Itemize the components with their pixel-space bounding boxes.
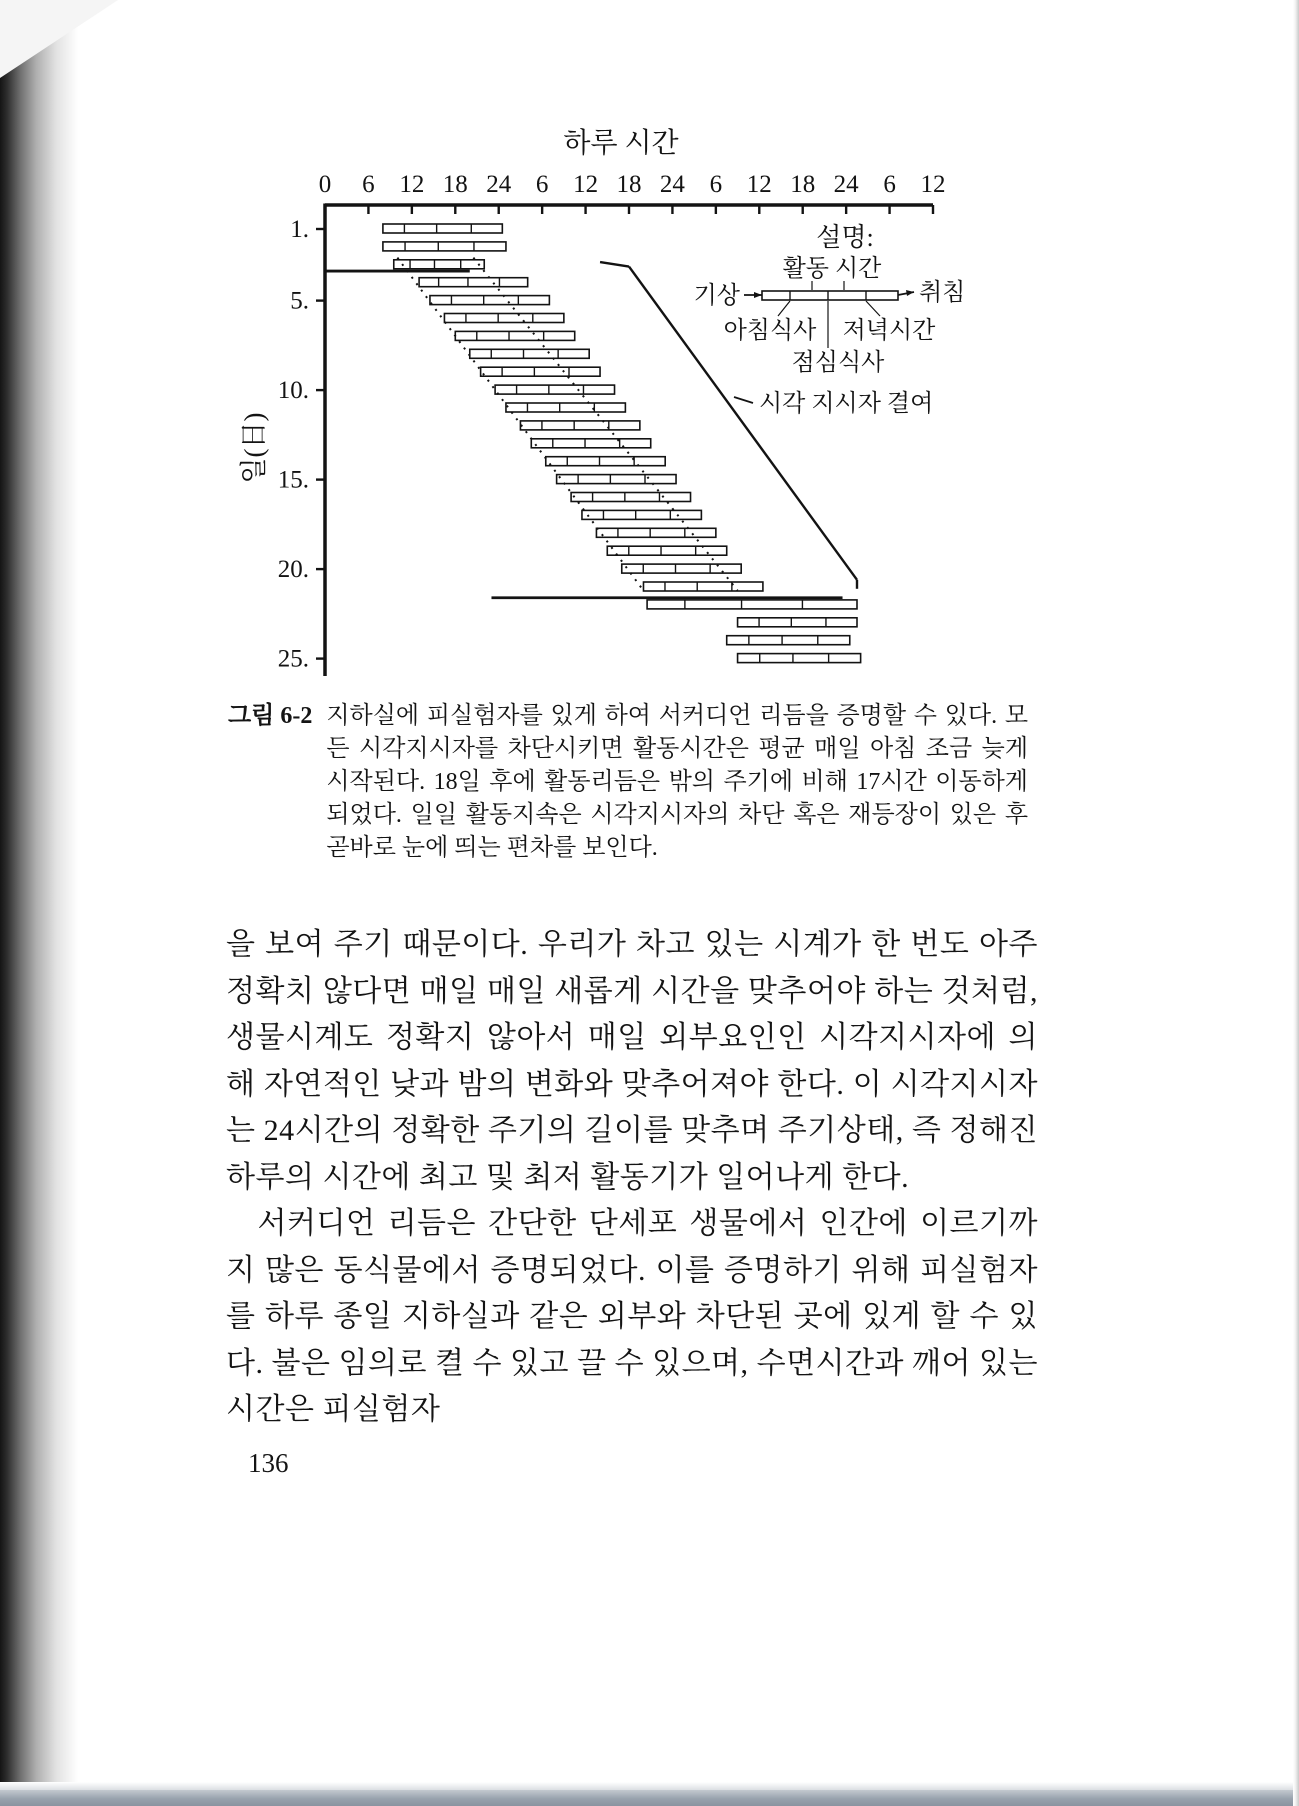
page-right-edge: [1293, 0, 1299, 1806]
svg-text:12: 12: [746, 171, 772, 198]
figure-6-2: [0, 0, 1299, 692]
svg-text:하루 시간: 하루 시간: [563, 128, 679, 159]
svg-text:설명:: 설명:: [816, 223, 874, 252]
svg-text:5.: 5.: [290, 287, 309, 315]
svg-text:기상: 기상: [693, 283, 740, 309]
body-text: [226, 922, 1038, 1434]
figure-caption: [228, 700, 1028, 865]
figure-caption-text: 지하실에 피실험자를 있게 하여 서커디언 리듬을 증명할 수 있다. 모든 시각지시자를 차단시키면 활동시간은 평균 매일 아침 조금 늦게 시작된다. 18일 후에 활동리듬은 밖의 주기에 비해 17시간 이동하게 되었다. 일일 활동지속은 시각지시자의 차단 혹은 재등장이 있은 후 곧바로 눈에 띄는 편차를 보인다.: [326, 703, 1028, 861]
svg-text:10.: 10.: [277, 377, 309, 405]
page-corner-fold: [0, 0, 118, 78]
svg-text:18: 18: [616, 171, 642, 198]
svg-text:일(日): 일(日): [239, 412, 269, 484]
svg-text:시각 지시자 결여: 시각 지시자 결여: [759, 391, 934, 417]
svg-text:0: 0: [318, 171, 332, 198]
svg-text:18: 18: [442, 171, 468, 198]
page-bottom-edge: [0, 1790, 1299, 1806]
svg-text:6: 6: [709, 171, 723, 198]
svg-text:12: 12: [399, 171, 425, 198]
svg-text:15.: 15.: [277, 466, 309, 494]
svg-text:아침식사: 아침식사: [723, 318, 817, 344]
svg-text:25.: 25.: [277, 645, 309, 673]
svg-text:저녁시간: 저녁시간: [842, 318, 936, 344]
svg-text:1.: 1.: [290, 216, 309, 243]
svg-text:6: 6: [362, 171, 375, 198]
svg-text:24: 24: [659, 171, 685, 198]
svg-text:점심식사: 점심식사: [791, 350, 885, 376]
page-number: 136: [248, 1448, 289, 1478]
book-spine-edge: [0, 0, 78, 1806]
svg-text:24: 24: [833, 171, 859, 198]
body-paragraph-2: 서커디언 리듬은 간단한 단세포 생물에서 인간에 이르기까지 많은 동식물에서 증명되었다. 이를 증명하기 위해 피실험자를 하루 종일 지하실과 같은 외부와 차단된 곳에 있게 할 수 있다. 불은 임의로 켤 수 있고 끌 수 있으며, 수면시간과 깨어 있는 시간은 피실험자: [226, 1207, 1038, 1426]
svg-text:20.: 20.: [277, 556, 309, 584]
svg-text:12: 12: [920, 171, 946, 198]
body-paragraph-1: 을 보여 주기 때문이다. 우리가 차고 있는 시계가 한 번도 아주 정확치 않다면 매일 매일 새롭게 시간을 맞추어야 하는 것처럼, 생물시계도 정확지 않아서 매일 외부요인인 시각지시자에 의해 자연적인 낮과 밤의 변화와 맞추어져야 한다. 이 시각지시자는 24시간의 정확한 주기의 길이를 맞추며 주기상태, 즉 정해진 하루의 시간에 최고 및 최저 활동기가 일어나게 한다.: [226, 928, 1038, 1194]
svg-text:취침: 취침: [919, 280, 966, 306]
svg-text:활동 시간: 활동 시간: [782, 256, 882, 282]
actogram-svg: [0, 0, 1299, 692]
figure-caption-label: 그림 6-2: [228, 703, 313, 729]
svg-text:6: 6: [883, 171, 896, 198]
svg-text:6: 6: [535, 171, 549, 198]
page-bottom-shadow: [0, 1782, 1299, 1790]
svg-text:18: 18: [790, 171, 816, 198]
svg-text:12: 12: [573, 171, 599, 198]
svg-text:24: 24: [486, 171, 512, 198]
